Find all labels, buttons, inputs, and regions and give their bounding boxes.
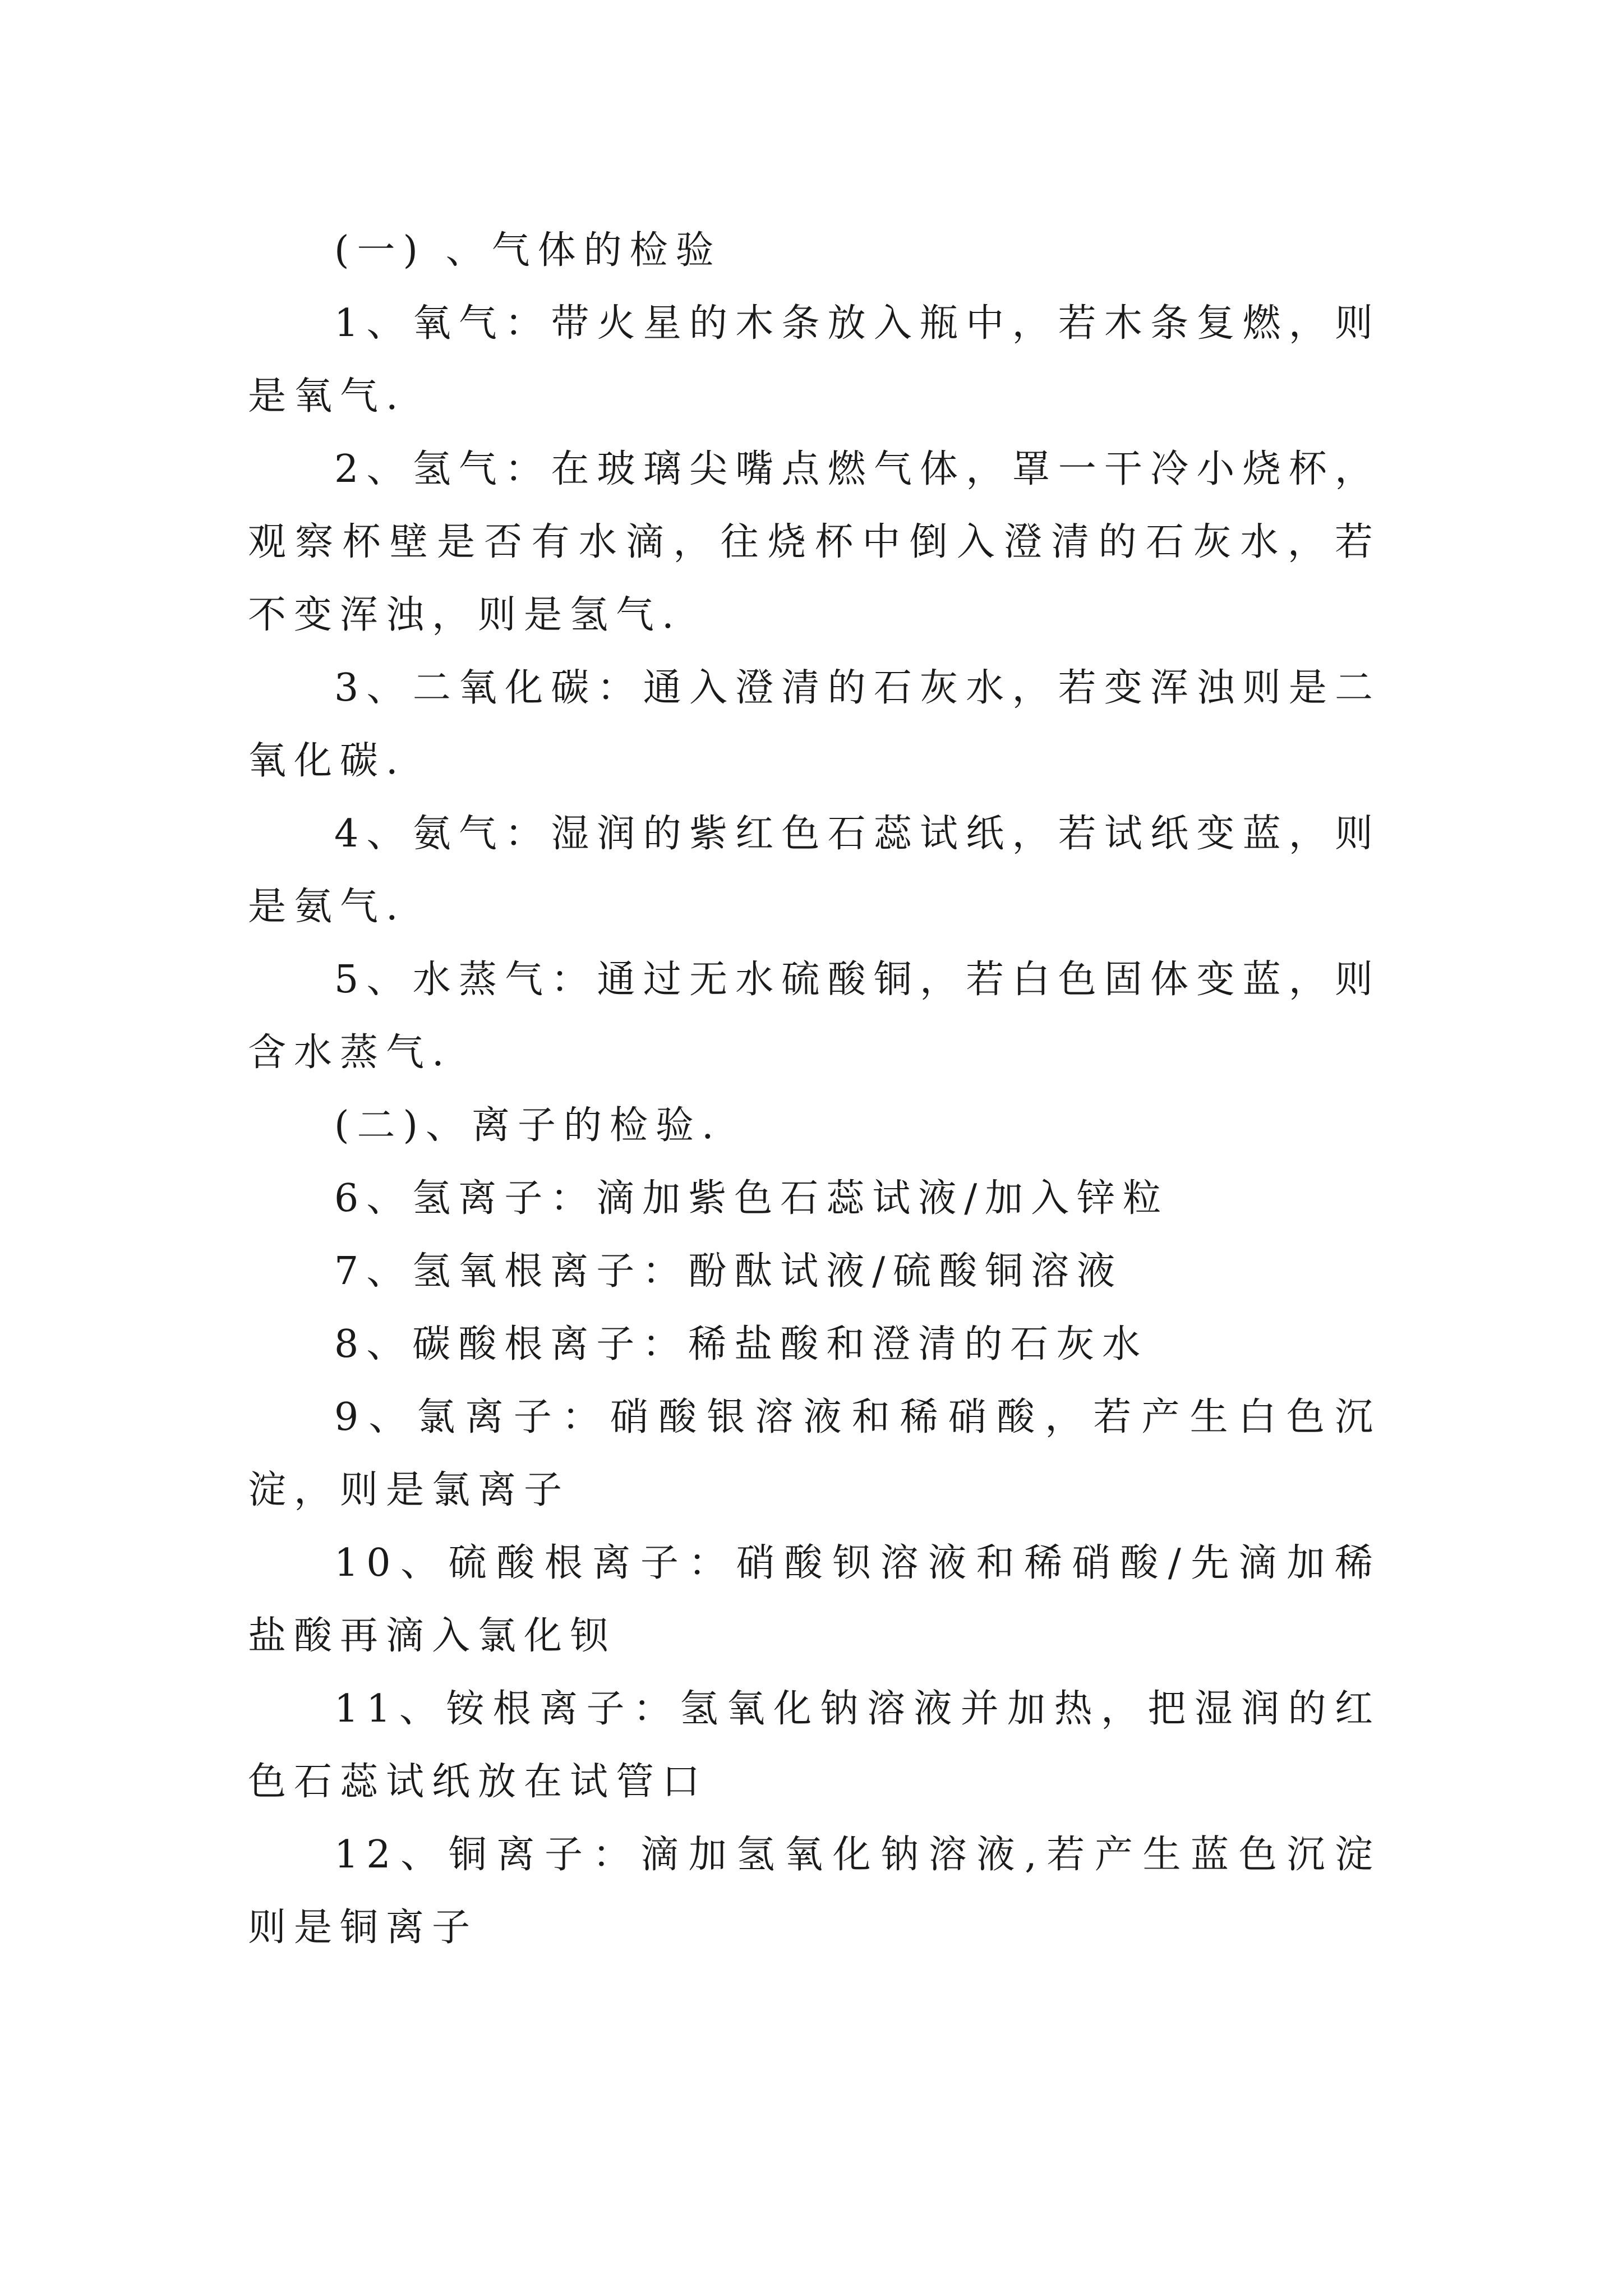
list-item-sulfate-ion: 10、硫酸根离子：硝酸钡溶液和稀硝酸/先滴加稀盐酸再滴入氯化钡 [248, 1541, 1381, 1658]
list-item-carbon-dioxide: 3、二氧化碳：通入澄清的石灰水，若变浑浊则是二氧化碳. [248, 666, 1381, 783]
list-item-carbonate-ion: 8、碳酸根离子：稀盐酸和澄清的石灰水 [334, 1322, 1149, 1366]
list-item-water-vapor: 5、水蒸气：通过无水硫酸铜，若白色固体变蓝，则含水蒸气. [248, 958, 1381, 1075]
list-item-hydroxide-ion: 7、氢氧根离子：酚酞试液/硫酸铜溶液 [334, 1249, 1123, 1294]
list-item-hydrogen-ion: 6、氢离子：滴加紫色石蕊试液/加入锌粒 [334, 1176, 1169, 1221]
list-item-copper-ion: 12、铜离子：滴加氢氧化钠溶液,若产生蓝色沉淀则是铜离子 [248, 1833, 1381, 1950]
list-item-hydrogen: 2、氢气：在玻璃尖嘴点燃气体，罩一干冷小烧杯，观察杯壁是否有水滴，往烧杯中倒入澄清的石灰水，若不变浑浊，则是氢气. [248, 447, 1381, 637]
list-item-ammonia: 4、氨气：湿润的紫红色石蕊试纸，若试纸变蓝，则是氨气. [248, 812, 1381, 929]
document-body [248, 214, 1381, 1964]
list-item-oxygen: 1、氧气：带火星的木条放入瓶中，若木条复燃，则是氧气. [248, 301, 1381, 418]
list-item-ammonium-ion: 11、铵根离子：氢氧化钠溶液并加热，把湿润的红色石蕊试纸放在试管口 [248, 1687, 1381, 1804]
list-item-chloride-ion: 9、氯离子：硝酸银溶液和稀硝酸，若产生白色沉淀，则是氯离子 [248, 1395, 1381, 1512]
section-heading-gas-tests: (一) 、气体的检验 [334, 228, 722, 273]
section-heading-ion-tests: (二)、离子的检验. [334, 1103, 722, 1148]
